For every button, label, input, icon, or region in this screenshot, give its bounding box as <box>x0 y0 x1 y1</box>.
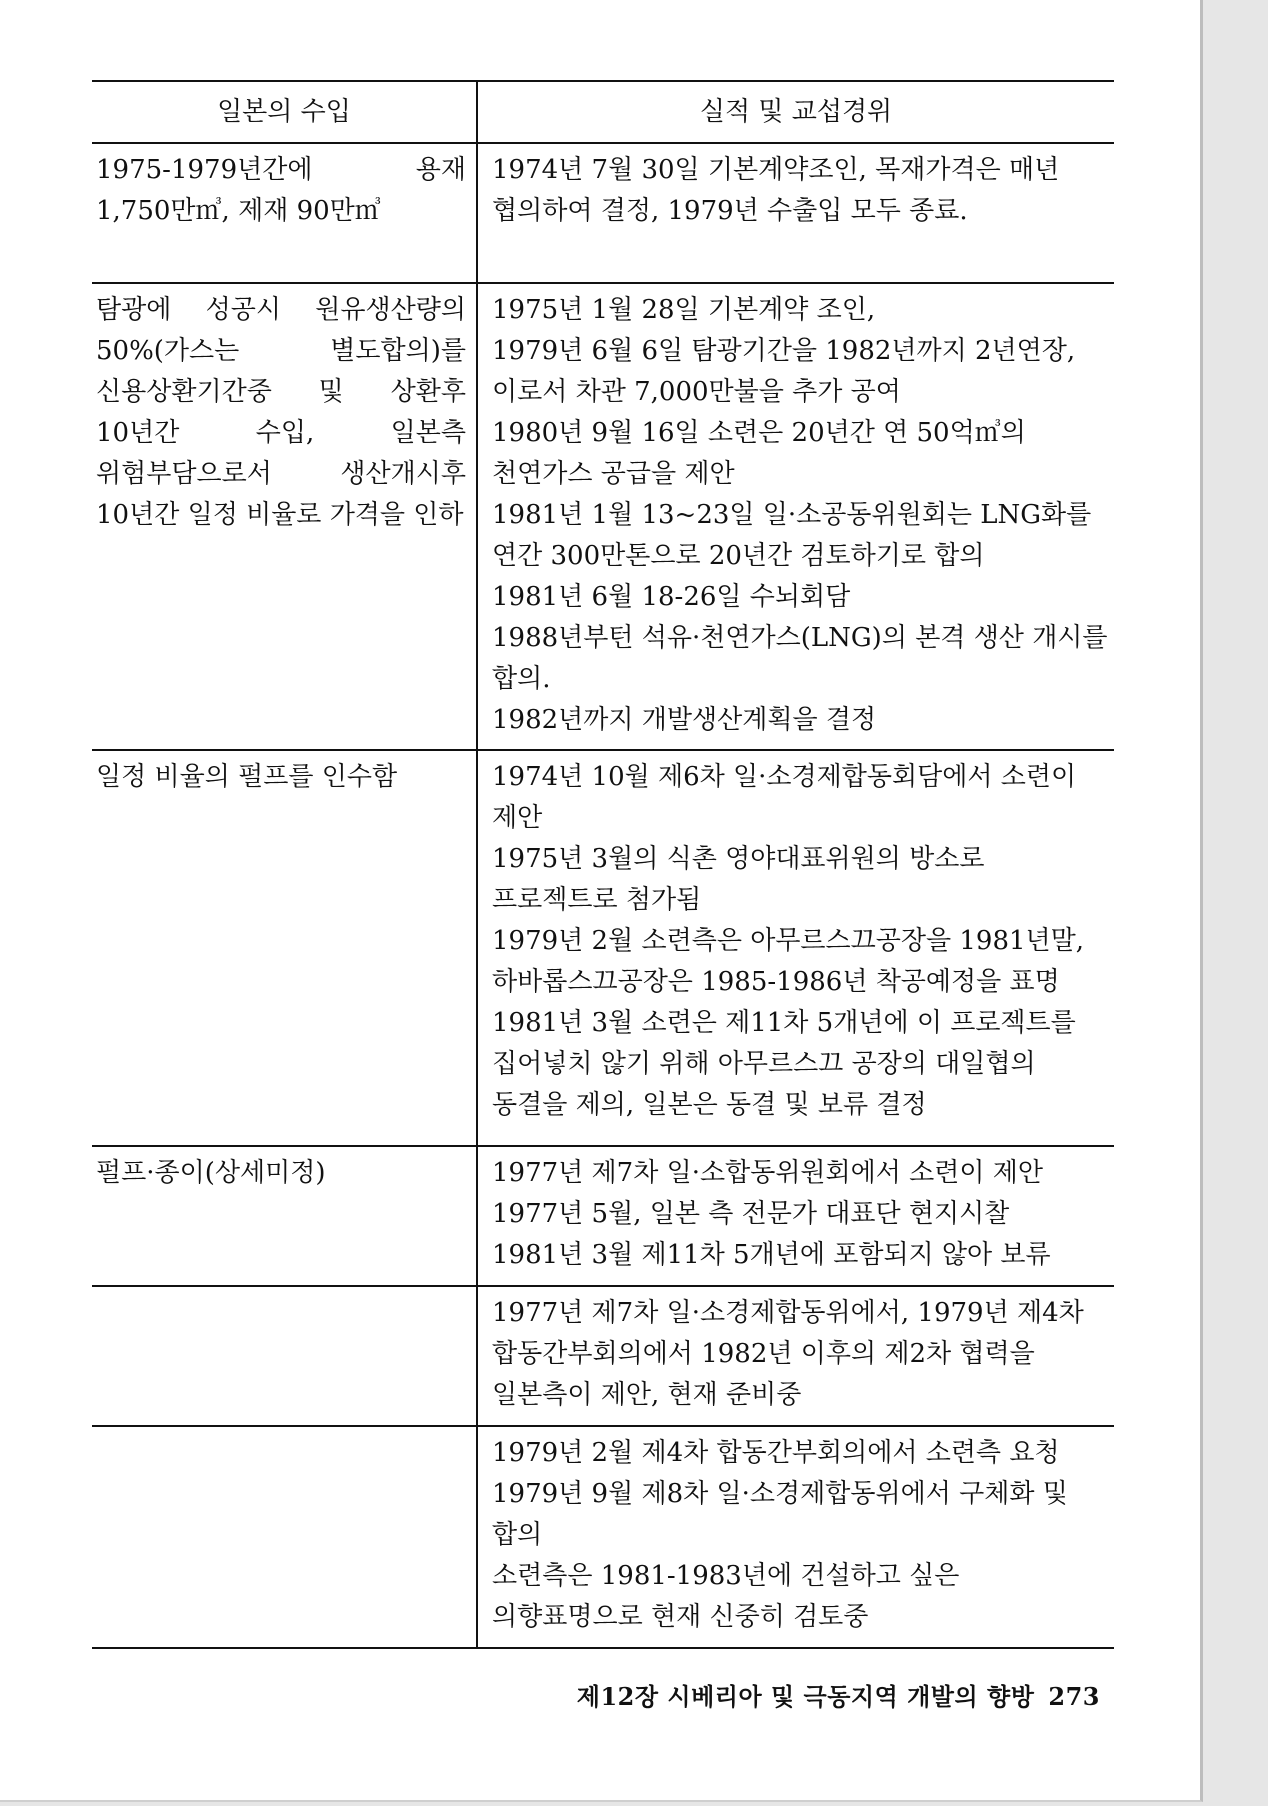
cell-line: 1974년 7월 30일 기본계약조인, 목재가격은 매년 협의하여 결정, 1979년 수출입 모두 종료. <box>492 155 1060 226</box>
cell-line: 일정 비율의 펄프를 인수함 <box>96 762 398 792</box>
cell-line: 1977년 제7차 일·소경제합동위에서, 1979년 제4차 합동간부회의에서 1982년 이후의 제2차 협력을 일본측이 제안, 현재 준비중 <box>492 1298 1084 1410</box>
cell-line: 소련측은 1981-1983년에 건설하고 싶은 의향표명으로 현재 신중히 검토중 <box>492 1561 960 1632</box>
row-5-results <box>477 1286 1114 1426</box>
cell-line: 1974년 10월 제6차 일·소경제합동회담에서 소련이 제안 <box>492 762 1077 833</box>
row-2-japan-import <box>92 283 477 750</box>
cell-line: 1979년 6월 6일 탐광기간을 1982년까지 2년연장, 이로서 차관 7,000만불을 추가 공여 <box>492 336 1076 407</box>
cell-line: 1979년 9월 제8차 일·소경제합동위에서 구체화 및 합의 <box>492 1479 1068 1550</box>
page-number: 273 <box>1048 1682 1100 1711</box>
cell-line: 1975-1979년간에 용재 1,750만㎥, 제재 90만㎥ <box>96 155 466 226</box>
row-2-results <box>477 283 1114 750</box>
row-6-japan-import <box>92 1426 477 1648</box>
row-5-japan-import <box>92 1286 477 1426</box>
cell-line: 1977년 제7차 일·소합동위원회에서 소련이 제안 <box>492 1158 1044 1188</box>
cell-line: 1981년 6월 18-26일 수뇌회담 <box>492 582 851 612</box>
row-4-results <box>477 1146 1114 1286</box>
project-table <box>92 80 1114 1649</box>
row-6-results <box>477 1426 1114 1648</box>
row-1-results <box>477 143 1114 283</box>
chapter-title: 제12장 시베리아 및 극동지역 개발의 향방 <box>576 1682 1035 1711</box>
header-results-negotiation: 실적 및 교섭경위 <box>477 81 1114 143</box>
cell-line: 1988년부턴 석유·천연가스(LNG)의 본격 생산 개시를 합의. <box>492 623 1108 694</box>
cell-line: 1977년 5월, 일본 측 전문가 대표단 현지시찰 <box>492 1199 1010 1229</box>
row-4-japan-import <box>92 1146 477 1286</box>
row-3-japan-import <box>92 750 477 1146</box>
cell-line: 펄프·종이(상세미정) <box>96 1158 326 1188</box>
row-1-japan-import <box>92 143 477 283</box>
table-row <box>92 283 1114 750</box>
row-3-results <box>477 750 1114 1146</box>
cell-line: 1982년까지 개발생산계획을 결정 <box>492 705 877 735</box>
cell-line: 1981년 3월 소련은 제11차 5개년에 이 프로젝트를 집어넣치 않기 위해 아무르스끄 공장의 대일협의 동결을 제의, 일본은 동결 및 보류 결정 <box>492 1008 1076 1120</box>
cell-line: 1981년 3월 제11차 5개년에 포함되지 않아 보류 <box>492 1240 1051 1270</box>
header-japan-import: 일본의 수입 <box>92 81 477 143</box>
cell-line: 1975년 3월의 식촌 영야대표위원의 방소로 프로젝트로 첨가됨 <box>492 844 985 915</box>
table-row <box>92 750 1114 1146</box>
cell-line: 탐광에 성공시 원유생산량의 50%(가스는 별도합의)를 신용상환기간중 및 상환후 10년간 수입, 일본측 위험부담으로서 생산개시후 10년간 일정 비율로 가격을 인하 <box>96 295 466 530</box>
table-row <box>92 1426 1114 1648</box>
table-row <box>92 1286 1114 1426</box>
table-row <box>92 143 1114 283</box>
table-header-row <box>92 81 1114 143</box>
cell-line: 1979년 2월 제4차 합동간부회의에서 소련측 요청 <box>492 1438 1060 1468</box>
cell-line: 1979년 2월 소련측은 아무르스끄공장을 1981년말, 하바롭스끄공장은 1985-1986년 착공예정을 표명 <box>492 926 1085 997</box>
cell-line: 1980년 9월 16일 소련은 20년간 연 50억㎥의 천연가스 공급을 제안 <box>492 418 1026 489</box>
page-footer <box>560 1677 1100 1712</box>
cell-line: 1981년 1월 13~23일 일·소공동위원회는 LNG화를 연간 300만톤으로 20년간 검토하기로 합의 <box>492 500 1092 571</box>
table-row <box>92 1146 1114 1286</box>
cell-line: 1975년 1월 28일 기본계약 조인, <box>492 295 876 325</box>
